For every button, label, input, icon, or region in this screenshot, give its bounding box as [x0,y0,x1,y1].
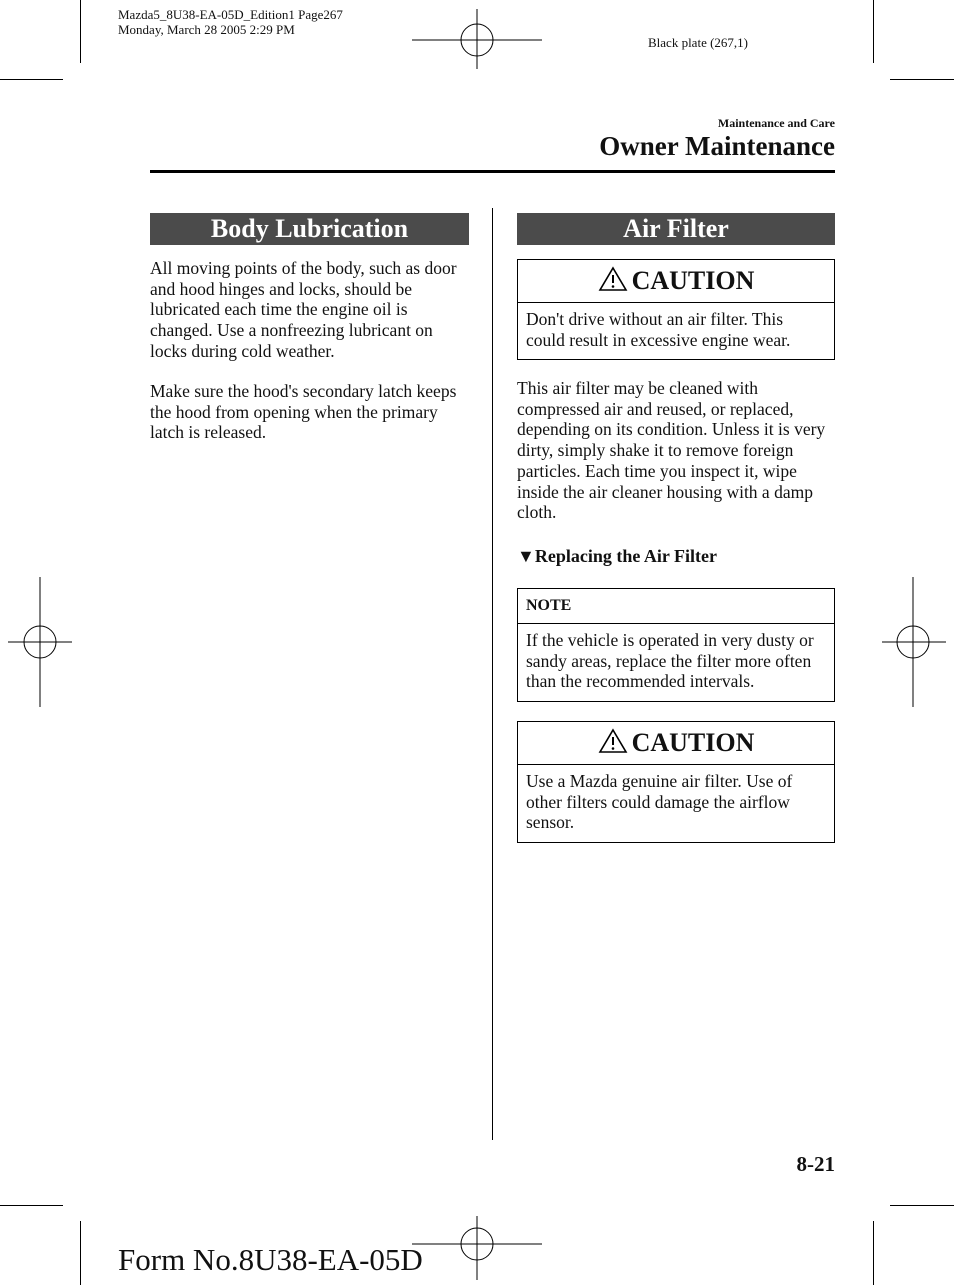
caution-text: Use a Mazda genuine air filter. Use of other filters could damage the airflow sensor. [526,771,793,833]
body-lubrication-paragraph-1: All moving points of the body, such as door and hood hinges and locks, should be lubricated each time the engine oil is changed. Use a nonfreezing lubricant on locks during cold weather. [150,258,457,361]
caution-header [518,722,834,765]
registration-mark-icon [8,577,72,707]
header-rule [150,170,835,173]
body-lubrication-paragraph-2: Make sure the hood's secondary latch keeps the hood from opening when the primary latch is released. [150,381,457,443]
caution-box [517,259,835,360]
subheading-text: Replacing the Air Filter [534,546,717,566]
black-plate-label: Black plate (267,1) [648,35,748,50]
air-filter-paragraph: This air filter may be cleaned with compressed air and reused, or replaced, depending on its condition. Unless it is very dirty, simply shake it to remove foreign particles. Each time you inspect it, wipe inside the air cleaner housing with a damp cloth. [517,378,826,523]
section-heading-body-lubrication: Body Lubrication [150,213,469,245]
subheading-replacing-air-filter [517,545,717,567]
caution-box [517,721,835,843]
registration-mark-icon [412,9,542,69]
caution-header [518,260,834,303]
section-heading-air-filter: Air Filter [517,213,835,245]
column-divider [492,208,493,1140]
print-file-line: Mazda5_8U38-EA-05D_Edition1 Page267 [118,7,343,22]
chapter-label: Maintenance and Care [717,116,835,130]
form-number: Form No.8U38-EA-05D [118,1242,423,1277]
page-number: 8-21 [796,1152,835,1176]
registration-mark-icon [882,577,946,707]
triangle-down-icon: ▼ [517,546,535,566]
caution-text: Don't drive without an air filter. This could result in excessive engine wear. [526,309,791,350]
warning-triangle-icon [598,266,628,292]
page-title: Owner Maintenance [599,131,835,161]
registration-mark-icon [412,1216,542,1280]
caution-label: CAUTION [631,728,755,757]
caution-label: CAUTION [631,266,755,295]
note-text: If the vehicle is operated in very dusty or sandy areas, replace the filter more often than the recommended intervals. [526,630,814,692]
note-label: NOTE [518,589,834,624]
print-date-line: Monday, March 28 2005 2:29 PM [118,22,295,37]
note-box [517,588,835,702]
warning-triangle-icon [598,728,628,754]
